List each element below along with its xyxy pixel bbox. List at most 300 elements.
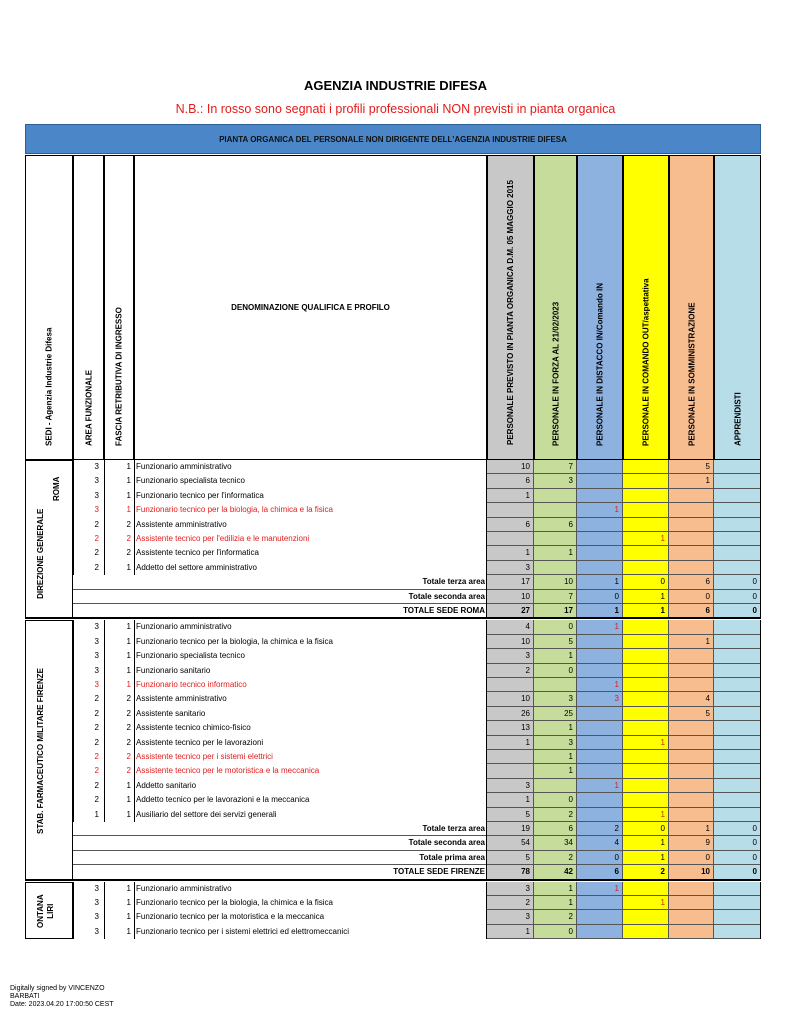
cell-comando bbox=[623, 925, 669, 939]
total-previsto: 19 bbox=[487, 822, 534, 836]
cell-forza: 3 bbox=[534, 474, 577, 488]
table-row bbox=[0, 925, 791, 939]
total-appr: 0 bbox=[714, 604, 761, 618]
profile-name: Ausiliario del settore dei servizi generali bbox=[136, 809, 277, 819]
table-row bbox=[0, 896, 791, 910]
digital-signature bbox=[10, 985, 114, 1009]
area-value: 3 bbox=[94, 622, 99, 632]
total-previsto: 17 bbox=[487, 575, 534, 589]
grid-line bbox=[134, 882, 135, 940]
total-somm: 6 bbox=[669, 575, 714, 589]
cell-appr bbox=[714, 925, 761, 939]
document-title: AGENZIA INDUSTRIE DIFESA bbox=[304, 78, 487, 93]
header-fascia-text: FASCIA RETRIBUTIVA DI INGRESSO bbox=[114, 307, 124, 446]
profile-name: Addetto tecnico per le lavorazioni e la meccanica bbox=[136, 795, 310, 805]
fascia-value: 1 bbox=[126, 680, 131, 689]
fascia-value: 1 bbox=[126, 898, 131, 907]
cell-comando bbox=[623, 910, 669, 924]
total-label: TOTALE SEDE FIRENZE bbox=[393, 867, 485, 877]
cell-comando bbox=[623, 664, 669, 678]
cell-distacco bbox=[577, 518, 623, 532]
fascia-value: 2 bbox=[126, 694, 131, 704]
cell-somm bbox=[669, 518, 714, 532]
cell-forza: 1 bbox=[534, 649, 577, 663]
table-row bbox=[0, 649, 791, 663]
area-value: 3 bbox=[94, 462, 99, 471]
table-row bbox=[0, 489, 791, 503]
cell-distacco: 1 bbox=[577, 620, 623, 634]
cell-previsto bbox=[487, 764, 534, 778]
cell-appr bbox=[714, 532, 761, 546]
header-sedi-text: SEDI - Agenzia Industrie Difesa bbox=[44, 327, 54, 446]
grid-line bbox=[760, 460, 761, 618]
fascia-value: 2 bbox=[126, 766, 131, 776]
cell-comando bbox=[623, 882, 669, 896]
cell-previsto: 3 bbox=[487, 649, 534, 663]
cell-comando bbox=[623, 635, 669, 649]
header-forza-text: PERSONALE IN FORZA AL 21/02/2023 bbox=[551, 301, 560, 446]
cell-somm bbox=[669, 532, 714, 546]
cell-somm: 1 bbox=[669, 474, 714, 488]
cell-forza bbox=[534, 678, 577, 692]
profile-name: Assistente tecnico per le motoristica e la meccanica bbox=[136, 766, 320, 776]
total-forza: 10 bbox=[534, 575, 577, 589]
profile-name: Addetto del settore amministrativo bbox=[136, 562, 257, 572]
cell-previsto: 3 bbox=[487, 910, 534, 924]
grid-line bbox=[760, 882, 761, 940]
banner-text: PIANTA ORGANICA DEL PERSONALE NON DIRIGENTE DELL'AGENZIA INDUSTRIE DIFESA bbox=[219, 134, 567, 144]
cell-distacco: 1 bbox=[577, 678, 623, 692]
grid-line bbox=[104, 882, 105, 940]
fascia-value: 1 bbox=[126, 926, 131, 936]
table-row bbox=[0, 707, 791, 721]
cell-previsto: 1 bbox=[487, 793, 534, 807]
cell-somm bbox=[669, 721, 714, 735]
cell-forza: 5 bbox=[534, 635, 577, 649]
fascia-value: 1 bbox=[126, 636, 131, 646]
cell-comando: 1 bbox=[623, 736, 669, 750]
signature-line-3: Date: 2023.04.20 17:00:50 CEST bbox=[10, 1001, 114, 1008]
fascia-value: 1 bbox=[126, 809, 131, 819]
profile-name: Assistente tecnico chimico-fisico bbox=[136, 723, 251, 733]
header-comando bbox=[623, 155, 669, 460]
total-appr: 0 bbox=[714, 865, 761, 879]
header-appr bbox=[714, 155, 761, 460]
table-row bbox=[0, 460, 791, 474]
cell-forza: 1 bbox=[534, 750, 577, 764]
total-row bbox=[0, 851, 791, 865]
total-distacco: 1 bbox=[577, 604, 623, 618]
cell-forza bbox=[534, 503, 577, 517]
cell-distacco bbox=[577, 649, 623, 663]
profile-name: Assistente sanitario bbox=[136, 708, 206, 718]
total-row bbox=[0, 604, 791, 618]
area-value: 3 bbox=[94, 898, 99, 907]
cell-previsto: 13 bbox=[487, 721, 534, 735]
total-somm: 0 bbox=[669, 851, 714, 865]
total-somm: 1 bbox=[669, 822, 714, 836]
table-row bbox=[0, 692, 791, 706]
cell-distacco bbox=[577, 707, 623, 721]
cell-previsto bbox=[487, 678, 534, 692]
table-row bbox=[0, 503, 791, 517]
total-label: Totale terza area bbox=[422, 824, 485, 833]
cell-somm bbox=[669, 489, 714, 503]
fascia-value: 2 bbox=[126, 723, 131, 733]
total-comando: 1 bbox=[623, 590, 669, 604]
cell-appr bbox=[714, 692, 761, 706]
cell-appr bbox=[714, 474, 761, 488]
cell-somm bbox=[669, 678, 714, 692]
cell-previsto: 4 bbox=[487, 620, 534, 634]
cell-appr bbox=[714, 518, 761, 532]
total-label: Totale seconda area bbox=[408, 838, 485, 848]
grid-line bbox=[134, 620, 135, 822]
grid-line bbox=[486, 620, 487, 879]
fascia-value: 2 bbox=[126, 737, 131, 747]
cell-distacco bbox=[577, 910, 623, 924]
signature-line-2: BARBATI bbox=[10, 993, 40, 1000]
cell-forza: 0 bbox=[534, 793, 577, 807]
cell-appr bbox=[714, 721, 761, 735]
header-distacco bbox=[577, 155, 623, 460]
total-forza: 6 bbox=[534, 822, 577, 836]
area-value: 3 bbox=[94, 912, 99, 922]
section-label: STAB. FARMACEUTICO MILITARE FIRENZE bbox=[36, 668, 45, 834]
table-banner bbox=[25, 124, 761, 154]
cell-comando bbox=[623, 764, 669, 778]
total-distacco: 4 bbox=[577, 836, 623, 850]
profile-name: Funzionario amministrativo bbox=[136, 462, 232, 471]
area-value: 3 bbox=[94, 651, 99, 661]
cell-forza: 3 bbox=[534, 736, 577, 750]
cell-distacco bbox=[577, 764, 623, 778]
cell-previsto: 10 bbox=[487, 460, 534, 474]
total-somm: 6 bbox=[669, 604, 714, 618]
section-label: DIREZIONE GENERALE bbox=[36, 509, 45, 600]
total-row bbox=[0, 575, 791, 589]
cell-previsto: 2 bbox=[487, 664, 534, 678]
header-denom-text: DENOMINAZIONE QUALIFICA E PROFILO bbox=[231, 303, 390, 312]
cell-somm bbox=[669, 793, 714, 807]
cell-distacco bbox=[577, 474, 623, 488]
header-denom bbox=[134, 155, 487, 460]
area-value: 2 bbox=[94, 694, 99, 704]
profile-name: Assistente tecnico per l'informatica bbox=[136, 548, 259, 558]
cell-comando bbox=[623, 779, 669, 793]
cell-forza: 3 bbox=[534, 692, 577, 706]
header-comando-text: PERSONALE IN COMANDO OUT/aspettativa bbox=[641, 278, 651, 446]
profile-name: Funzionario tecnico per la biologia, la chimica e la fisica bbox=[136, 898, 333, 907]
cell-comando bbox=[623, 692, 669, 706]
fascia-value: 1 bbox=[126, 476, 131, 486]
header-previsto bbox=[487, 155, 534, 460]
cell-distacco bbox=[577, 793, 623, 807]
profile-name: Assistente tecnico per l'edilizia e le manutenzioni bbox=[136, 534, 310, 543]
cell-previsto bbox=[487, 750, 534, 764]
profile-name: Assistente tecnico per le lavorazioni bbox=[136, 737, 264, 747]
fascia-value: 1 bbox=[126, 912, 131, 922]
table-row bbox=[0, 532, 791, 546]
fascia-value: 2 bbox=[126, 548, 131, 558]
cell-comando bbox=[623, 518, 669, 532]
grid-line bbox=[104, 620, 105, 822]
section-label-cell bbox=[25, 882, 73, 940]
area-value: 3 bbox=[94, 665, 99, 675]
cell-comando: 1 bbox=[623, 532, 669, 546]
total-comando: 1 bbox=[623, 851, 669, 865]
cell-previsto: 2 bbox=[487, 896, 534, 910]
profile-name: Funzionario tecnico per la motoristica e la meccanica bbox=[136, 912, 325, 922]
cell-appr bbox=[714, 910, 761, 924]
cell-comando bbox=[623, 474, 669, 488]
cell-somm bbox=[669, 503, 714, 517]
area-value: 3 bbox=[94, 680, 99, 689]
section-label-cell bbox=[25, 620, 73, 879]
grid-line bbox=[134, 460, 135, 575]
cell-forza bbox=[534, 779, 577, 793]
table-row bbox=[0, 620, 791, 634]
cell-forza: 1 bbox=[534, 546, 577, 560]
total-row bbox=[0, 865, 791, 879]
cell-comando bbox=[623, 721, 669, 735]
fascia-value: 2 bbox=[126, 708, 131, 718]
fascia-value: 1 bbox=[126, 622, 131, 632]
header-forza bbox=[534, 155, 577, 460]
total-distacco: 2 bbox=[577, 822, 623, 836]
area-value: 2 bbox=[94, 708, 99, 718]
total-previsto: 78 bbox=[487, 865, 534, 879]
grid-line bbox=[104, 460, 105, 575]
total-label: TOTALE SEDE ROMA bbox=[403, 606, 485, 615]
table-row bbox=[0, 664, 791, 678]
area-value: 2 bbox=[94, 795, 99, 805]
cell-somm bbox=[669, 896, 714, 910]
header-area-text: AREA FUNZIONALE bbox=[84, 369, 93, 446]
grid-line bbox=[73, 882, 74, 940]
profile-name: Assistente amministrativo bbox=[136, 519, 227, 529]
total-row bbox=[0, 822, 791, 836]
fascia-value: 1 bbox=[126, 665, 131, 675]
area-value: 3 bbox=[94, 883, 99, 893]
profile-name: Funzionario sanitario bbox=[136, 665, 211, 675]
table-row bbox=[0, 882, 791, 896]
table-row bbox=[0, 793, 791, 807]
area-value: 3 bbox=[94, 636, 99, 646]
cell-appr bbox=[714, 546, 761, 560]
profile-name: Funzionario specialista tecnico bbox=[136, 651, 245, 661]
cell-somm bbox=[669, 925, 714, 939]
cell-comando bbox=[623, 561, 669, 575]
cell-forza: 1 bbox=[534, 896, 577, 910]
cell-previsto: 1 bbox=[487, 925, 534, 939]
cell-previsto: 6 bbox=[487, 518, 534, 532]
cell-comando bbox=[623, 620, 669, 634]
table-row bbox=[0, 910, 791, 924]
total-comando: 0 bbox=[623, 822, 669, 836]
total-row bbox=[0, 836, 791, 850]
header-distacco-text: PERSONALE IN DISTACCO IN/Comando IN bbox=[595, 283, 605, 446]
cell-previsto: 5 bbox=[487, 808, 534, 822]
area-value: 3 bbox=[94, 476, 99, 486]
cell-previsto: 6 bbox=[487, 474, 534, 488]
area-value: 2 bbox=[94, 766, 99, 776]
table-row bbox=[0, 561, 791, 575]
table-row bbox=[0, 678, 791, 692]
section-border bbox=[25, 879, 761, 881]
cell-appr bbox=[714, 678, 761, 692]
area-value: 3 bbox=[94, 926, 99, 936]
table-row bbox=[0, 736, 791, 750]
cell-comando bbox=[623, 546, 669, 560]
cell-comando bbox=[623, 489, 669, 503]
cell-somm bbox=[669, 882, 714, 896]
cell-distacco bbox=[577, 736, 623, 750]
fascia-value: 1 bbox=[126, 562, 131, 572]
profile-name: Addetto sanitario bbox=[136, 780, 197, 790]
cell-forza: 6 bbox=[534, 518, 577, 532]
cell-appr bbox=[714, 620, 761, 634]
header-somm bbox=[669, 155, 714, 460]
area-value: 3 bbox=[94, 490, 99, 500]
section-border bbox=[25, 617, 761, 619]
total-row bbox=[0, 590, 791, 604]
cell-somm bbox=[669, 764, 714, 778]
profile-name: Funzionario amministrativo bbox=[136, 622, 232, 632]
cell-appr bbox=[714, 764, 761, 778]
fascia-value: 1 bbox=[126, 490, 131, 500]
fascia-value: 1 bbox=[126, 651, 131, 661]
cell-distacco bbox=[577, 721, 623, 735]
cell-previsto: 26 bbox=[487, 707, 534, 721]
header-somm-text: PERSONALE IN SOMMINISTRAZIONE bbox=[687, 302, 696, 446]
table-row bbox=[0, 750, 791, 764]
cell-appr bbox=[714, 489, 761, 503]
cell-previsto: 1 bbox=[487, 736, 534, 750]
cell-somm bbox=[669, 620, 714, 634]
cell-forza: 2 bbox=[534, 910, 577, 924]
cell-forza bbox=[534, 532, 577, 546]
cell-appr bbox=[714, 635, 761, 649]
signature-line-1: Digitally signed by VINCENZO bbox=[10, 985, 105, 992]
cell-forza: 1 bbox=[534, 882, 577, 896]
grid-line bbox=[486, 460, 487, 618]
cell-somm bbox=[669, 649, 714, 663]
cell-somm: 5 bbox=[669, 460, 714, 474]
header-area bbox=[73, 155, 104, 460]
cell-somm bbox=[669, 736, 714, 750]
cell-previsto: 3 bbox=[487, 882, 534, 896]
cell-somm: 5 bbox=[669, 707, 714, 721]
fascia-value: 2 bbox=[126, 519, 131, 529]
table-row bbox=[0, 546, 791, 560]
header-sedi bbox=[25, 155, 73, 460]
cell-distacco bbox=[577, 925, 623, 939]
profile-name: Funzionario tecnico per l'informatica bbox=[136, 490, 264, 500]
grid-line bbox=[73, 460, 74, 575]
cell-appr bbox=[714, 808, 761, 822]
profile-name: Assistente amministrativo bbox=[136, 694, 227, 704]
cell-somm bbox=[669, 750, 714, 764]
cell-distacco bbox=[577, 664, 623, 678]
cell-appr bbox=[714, 707, 761, 721]
total-distacco: 6 bbox=[577, 865, 623, 879]
total-comando: 2 bbox=[623, 865, 669, 879]
cell-distacco bbox=[577, 635, 623, 649]
total-appr: 0 bbox=[714, 836, 761, 850]
cell-appr bbox=[714, 793, 761, 807]
total-distacco: 1 bbox=[577, 575, 623, 589]
total-appr: 0 bbox=[714, 851, 761, 865]
cell-appr bbox=[714, 882, 761, 896]
cell-appr bbox=[714, 649, 761, 663]
total-distacco: 0 bbox=[577, 851, 623, 865]
total-distacco: 0 bbox=[577, 590, 623, 604]
cell-previsto bbox=[487, 503, 534, 517]
cell-distacco bbox=[577, 546, 623, 560]
cell-appr bbox=[714, 460, 761, 474]
section-label: ONTANA LIRI bbox=[36, 894, 55, 929]
total-somm: 9 bbox=[669, 836, 714, 850]
area-value: 2 bbox=[94, 534, 99, 543]
cell-comando: 1 bbox=[623, 896, 669, 910]
grid-line bbox=[73, 620, 74, 822]
total-forza: 34 bbox=[534, 836, 577, 850]
header-previsto-text: PERSONALE PREVISTO IN PIANTA ORGANICA D.M. 05 MAGGIO 2015 bbox=[505, 180, 515, 445]
area-value: 2 bbox=[94, 723, 99, 733]
total-appr: 0 bbox=[714, 590, 761, 604]
header-fascia bbox=[104, 155, 134, 460]
table-row bbox=[0, 808, 791, 822]
area-value: 2 bbox=[94, 752, 99, 761]
cell-distacco bbox=[577, 750, 623, 764]
total-label: Totale seconda area bbox=[408, 591, 485, 601]
total-forza: 42 bbox=[534, 865, 577, 879]
cell-comando bbox=[623, 707, 669, 721]
cell-distacco: 3 bbox=[577, 692, 623, 706]
cell-comando bbox=[623, 750, 669, 764]
cell-previsto: 10 bbox=[487, 692, 534, 706]
cell-previsto: 10 bbox=[487, 635, 534, 649]
cell-appr bbox=[714, 561, 761, 575]
cell-distacco: 1 bbox=[577, 882, 623, 896]
cell-comando bbox=[623, 460, 669, 474]
cell-distacco bbox=[577, 561, 623, 575]
profile-name: Funzionario tecnico per la biologia, la chimica e la fisica bbox=[136, 636, 333, 646]
cell-distacco bbox=[577, 460, 623, 474]
cell-somm bbox=[669, 561, 714, 575]
cell-previsto: 1 bbox=[487, 489, 534, 503]
cell-distacco bbox=[577, 489, 623, 503]
cell-comando bbox=[623, 503, 669, 517]
cell-distacco: 1 bbox=[577, 503, 623, 517]
cell-appr bbox=[714, 664, 761, 678]
table-row bbox=[0, 764, 791, 778]
table-row bbox=[0, 518, 791, 532]
area-value: 2 bbox=[94, 737, 99, 747]
cell-forza bbox=[534, 561, 577, 575]
fascia-value: 1 bbox=[126, 462, 131, 471]
cell-appr bbox=[714, 750, 761, 764]
cell-forza: 7 bbox=[534, 460, 577, 474]
total-appr: 0 bbox=[714, 822, 761, 836]
fascia-value: 1 bbox=[126, 883, 131, 893]
cell-forza: 0 bbox=[534, 620, 577, 634]
cell-appr bbox=[714, 503, 761, 517]
section-label-cell bbox=[25, 460, 73, 618]
area-value: 2 bbox=[94, 519, 99, 529]
cell-comando bbox=[623, 678, 669, 692]
